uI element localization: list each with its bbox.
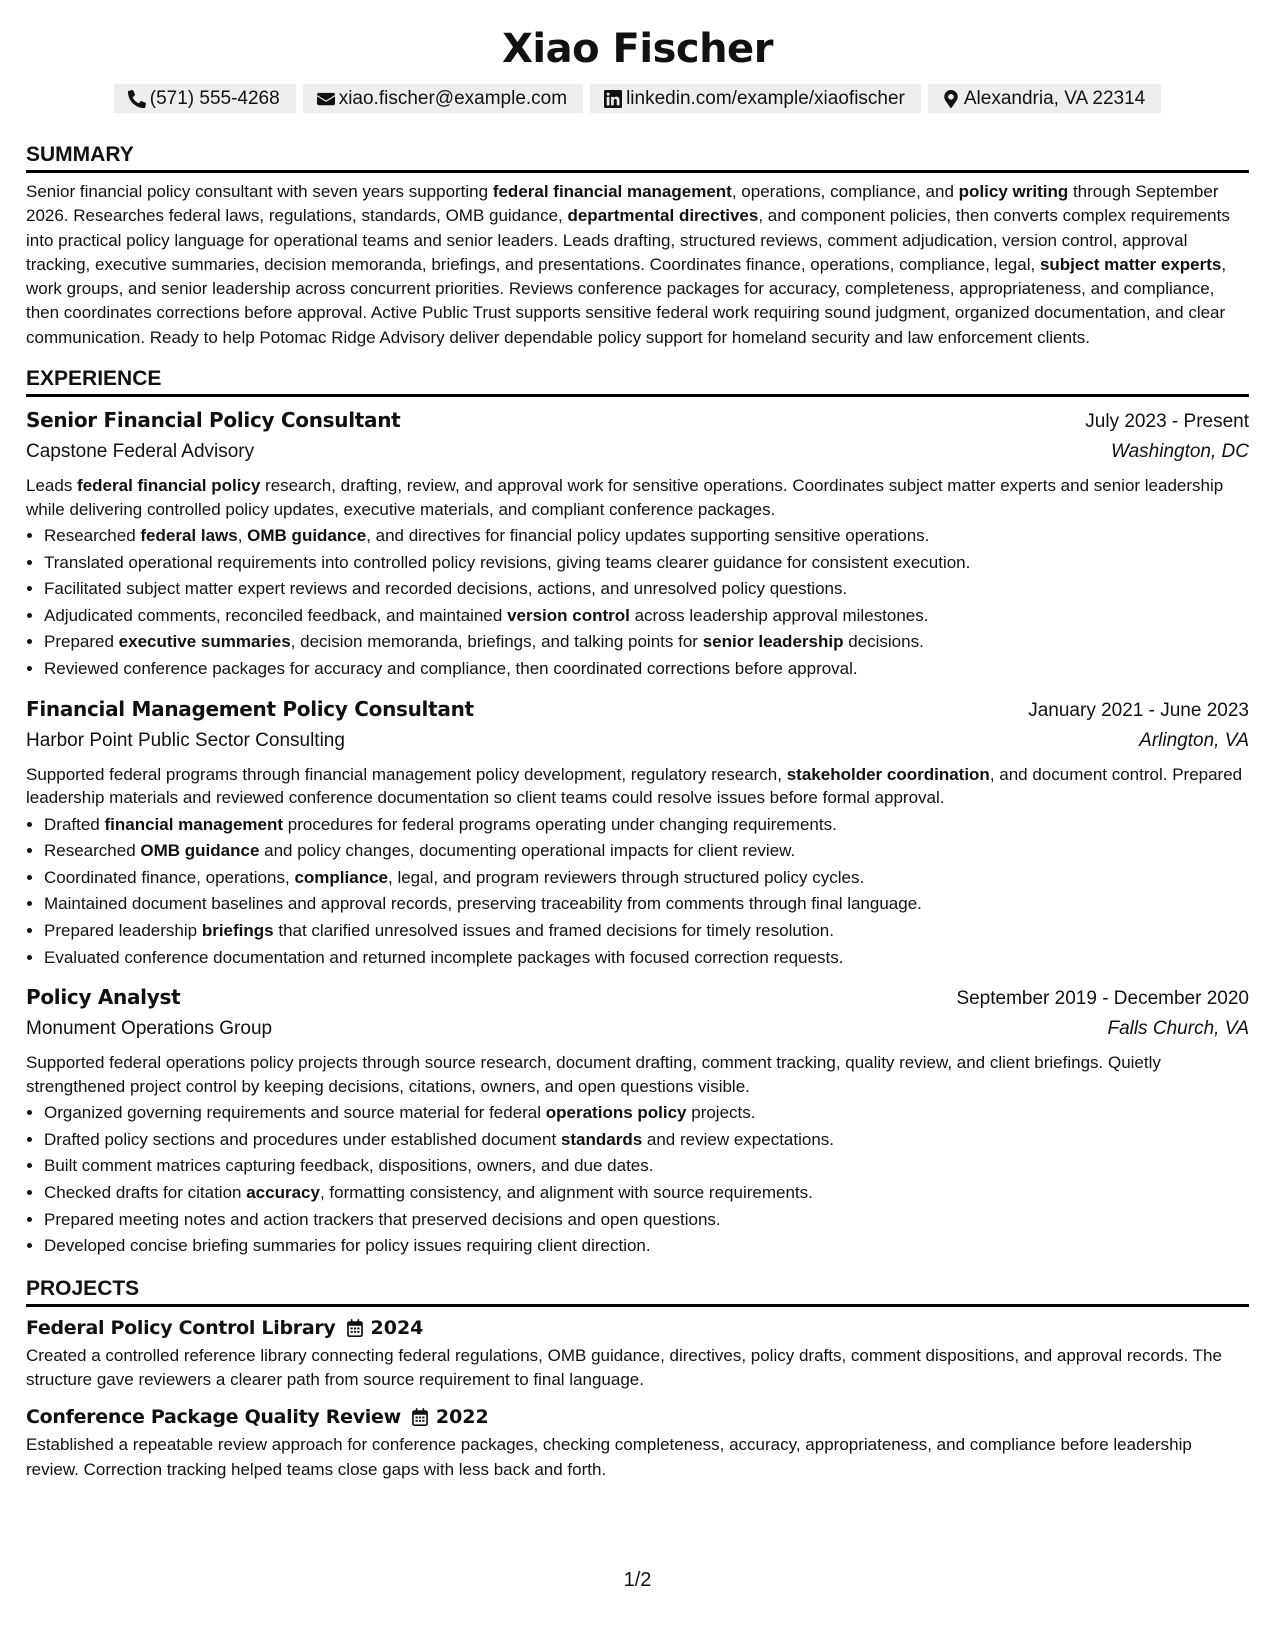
phone-icon — [128, 90, 146, 108]
job-bullet: • Organized governing requirements and source material for federal operations policy projects. — [44, 1100, 1249, 1127]
project-entry — [26, 1314, 1249, 1393]
contact-linkedin[interactable] — [590, 84, 921, 113]
job-company: Monument Operations Group — [26, 1018, 273, 1040]
contact-email[interactable] — [303, 84, 583, 113]
job-bullet: • Prepared meeting notes and action trackers that preserved decisions and open questions. — [44, 1207, 1249, 1234]
job-dates: September 2019 - December 2020 — [956, 988, 1249, 1010]
job-bullet: • Reviewed conference packages for accuracy and compliance, then coordinated corrections before approval. — [44, 656, 1249, 683]
bold-keyword: OMB guidance — [247, 526, 367, 546]
job-bullet: • Maintained document baselines and approval records, preserving traceability from comments through final language. — [44, 891, 1249, 918]
job-bullet: • Drafted policy sections and procedures under established document standards and review expectations. — [44, 1127, 1249, 1154]
job-title: Financial Management Policy Consultant — [26, 696, 474, 721]
contact-bar — [26, 84, 1249, 113]
project-description: Established a repeatable review approach for conference packages, checking completeness, accuracy, appropriateness, and compliance before leadership review. Correction tracking helped teams close gaps with less back and forth. — [26, 1435, 1192, 1479]
bold-keyword: compliance — [294, 867, 388, 887]
bold-keyword: subject matter experts — [1039, 254, 1222, 274]
job-bullet: • Researched OMB guidance and policy changes, documenting operational impacts for client review. — [44, 838, 1249, 865]
map-pin-icon — [942, 90, 960, 108]
bold-keyword: accuracy — [246, 1182, 320, 1202]
bold-keyword: operations policy — [545, 1103, 687, 1123]
job-bullet: • Drafted financial management procedures for federal programs operating under changing requirements. — [44, 812, 1249, 839]
job-bullet: • Translated operational requirements into controlled policy revisions, giving teams clearer guidance for consistent execution. — [44, 550, 1249, 577]
job-bullet: • Prepared leadership briefings that clarified unresolved issues and framed decisions for timely resolution. — [44, 918, 1249, 945]
contact-location-text: Alexandria, VA 22314 — [963, 88, 1146, 109]
job-bullets — [26, 1100, 1249, 1260]
job-title: Senior Financial Policy Consultant — [26, 408, 401, 433]
bold-keyword: version control — [507, 605, 630, 625]
job-description: Supported federal operations policy projects through source research, document drafting, comment tracking, quality review, and client briefings. Quietly strengthened project control by keeping decisions, citations, owners, and open questions visible. — [26, 1053, 1161, 1096]
bold-keyword: stakeholder coordination — [786, 764, 990, 784]
job-bullet: • Adjudicated comments, reconciled feedback, and maintained version control across leadership approval milestones. — [44, 603, 1249, 630]
projects-section — [26, 1276, 1249, 1482]
bold-keyword: federal financial management — [492, 182, 732, 201]
job-location: Falls Church, VA — [1107, 1018, 1249, 1040]
job-dates: January 2021 - June 2023 — [1028, 699, 1249, 721]
experience-heading: EXPERIENCE — [26, 366, 1249, 397]
bold-keyword: OMB guidance — [140, 841, 260, 861]
job-location: Arlington, VA — [1139, 729, 1249, 751]
bold-keyword: standards — [560, 1129, 643, 1149]
job-bullets — [26, 523, 1249, 683]
job-bullet: • Facilitated subject matter expert reviews and recorded decisions, actions, and unresolved policy questions. — [44, 576, 1249, 603]
contact-phone[interactable] — [114, 84, 296, 113]
contact-phone-text: (571) 555-4268 — [149, 88, 280, 109]
bold-keyword: financial management — [104, 814, 284, 834]
job-bullet: • Built comment matrices capturing feedback, dispositions, owners, and due dates. — [44, 1153, 1249, 1180]
job-entry — [26, 405, 1249, 683]
calendar-icon — [411, 1408, 429, 1426]
bold-keyword: senior leadership — [702, 632, 844, 652]
linkedin-icon — [604, 90, 622, 108]
contact-linkedin-text: linkedin.com/example/xiaofischer — [626, 88, 905, 109]
project-date — [346, 1314, 424, 1342]
project-date — [411, 1403, 489, 1431]
calendar-icon — [346, 1319, 364, 1337]
contact-location[interactable] — [928, 84, 1161, 113]
project-title: Conference Package Quality Review — [26, 1406, 401, 1429]
job-title: Policy Analyst — [26, 985, 181, 1010]
job-dates: July 2023 - Present — [1085, 411, 1249, 433]
job-location: Washington, DC — [1111, 441, 1249, 463]
summary-text: Senior financial policy consultant with seven years supporting federal financial management, operations, compliance, and policy writing through September 2026. Researches federal laws, regulations, standards, OMB guidance, departmental directives, and component policies, then converts complex requirements into practical policy language for operational teams and senior leaders. Leads drafting, structured reviews, comment adjudication, version control, approval tracking, executive summaries, decision memoranda, briefings, and presentations. Coordinates finance, operations, compliance, legal, subject matter experts, work groups, and senior leadership across concurrent priorities. Reviews conference packages for accuracy, completeness, appropriateness, and compliance, then coordinates corrections before approval. Active Public Trust supports sensitive federal work requiring sound judgment, organized documentation, and clear communication. Ready to help Potomac Ridge Advisory deliver dependable policy support for homeland security and law enforcement clients. — [26, 182, 1230, 347]
job-bullet: • Researched federal laws, OMB guidance, and directives for financial policy updates supporting sensitive operations. — [44, 523, 1249, 550]
summary-section — [26, 142, 1249, 350]
project-title: Federal Policy Control Library — [26, 1316, 336, 1339]
bold-keyword: federal laws — [140, 526, 238, 546]
job-company: Capstone Federal Advisory — [26, 441, 255, 463]
job-description: Leads federal financial policy research, drafting, review, and approval work for sensitive operations. Coordinates subject matter experts and senior leadership while delivering controlled policy updates, executive materials, and compliant conference packages. — [26, 476, 1224, 519]
project-description: Created a controlled reference library connecting federal regulations, OMB guidance, directives, policy drafts, comment dispositions, and approval records. The structure gave reviewers a clearer path from source requirement to final language. — [26, 1345, 1222, 1390]
bold-keyword: briefings — [201, 921, 274, 941]
job-entry — [26, 982, 1249, 1260]
bold-keyword: federal financial policy — [77, 476, 261, 496]
project-year: 2024 — [370, 1316, 424, 1339]
projects-heading: PROJECTS — [26, 1276, 1249, 1307]
job-description: Supported federal programs through financial management policy development, regulatory research, stakeholder coordination, and document control. Prepared leadership materials and reviewed conference documentation so client teams could resolve issues before formal approval. — [26, 764, 1243, 808]
bold-keyword: departmental directives — [567, 206, 759, 226]
bold-keyword: policy writing — [958, 182, 1069, 201]
candidate-name: Xiao Fischer — [502, 26, 773, 72]
job-bullet: • Coordinated finance, operations, compliance, legal, and program reviewers through structured policy cycles. — [44, 865, 1249, 892]
project-entry — [26, 1403, 1249, 1482]
project-year: 2022 — [435, 1406, 489, 1429]
envelope-icon — [317, 90, 335, 108]
job-bullet: • Evaluated conference documentation and returned incomplete packages with focused correction requests. — [44, 945, 1249, 972]
job-bullet: • Checked drafts for citation accuracy, formatting consistency, and alignment with source requirements. — [44, 1180, 1249, 1207]
job-bullet: • Developed concise briefing summaries for policy issues requiring client direction. — [44, 1233, 1249, 1260]
bold-keyword: executive summaries — [118, 632, 291, 652]
job-bullets — [26, 812, 1249, 972]
job-company: Harbor Point Public Sector Consulting — [26, 729, 345, 751]
experience-section — [26, 366, 1249, 1260]
job-bullet: • Prepared executive summaries, decision memoranda, briefings, and talking points for senior leadership decisions. — [44, 629, 1249, 656]
job-entry — [26, 694, 1249, 972]
contact-email-text: xiao.fischer@example.com — [338, 88, 568, 109]
summary-heading: SUMMARY — [26, 142, 1249, 173]
page-number: 1/2 — [623, 1569, 652, 1591]
